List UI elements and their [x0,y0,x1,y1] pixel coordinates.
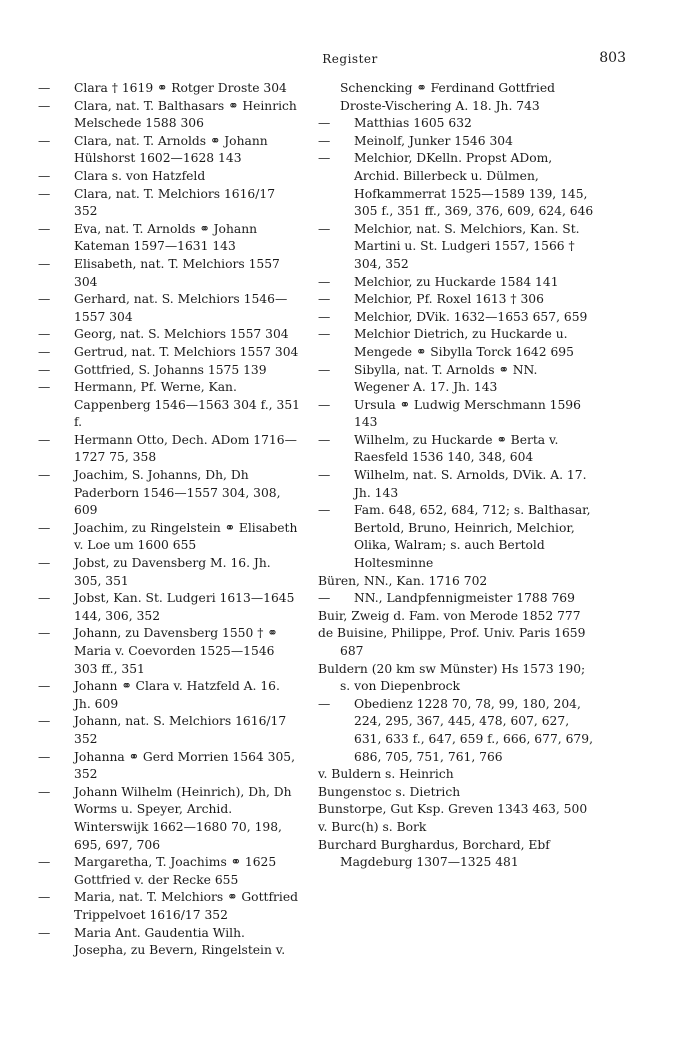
register-entry: — Wilhelm, nat. S. Arnolds, DVik. A. 17. Jh. 143 [318,467,594,502]
register-entry: — NN., Landpfennigmeister 1788 769 [318,590,594,608]
register-entry: — Melchior, nat. S. Melchiors, Kan. St. Martini u. St. Ludgeri 1557, 1566 † 304, 352 [318,221,594,274]
register-entry: — Hermann, Pf. Werne, Kan. Cappenberg 1546—1563 304 f., 351 f. [38,379,300,432]
register-entry: — Fam. 648, 652, 684, 712; s. Balthasar, Bertold, Bruno, Heinrich, Melchior, Olika, Walram; s. auch Bertold Holtesminne [318,502,594,572]
register-entry: — Maria, nat. T. Melchiors ⚭ Gottfried Trippelvoet 1616/17 352 [38,889,300,924]
register-entry: — Johann, zu Davensberg 1550 † ⚭ Maria v. Coevorden 1525—1546 303 ff., 351 [38,625,300,678]
register-entry: — Ursula ⚭ Ludwig Merschmann 1596 143 [318,397,594,432]
register-entry: — Gertrud, nat. T. Melchiors 1557 304 [38,344,300,362]
register-entry: Büren, NN., Kan. 1716 702 [318,573,488,588]
register-entry: — Clara, nat. T. Melchiors 1616/17 352 [38,186,300,221]
left-column [38,80,300,960]
register-entry: — Hermann Otto, Dech. ADom 1716—1727 75, 358 [38,432,300,467]
register-entry: — Clara, nat. T. Arnolds ⚭ Johann Hülshorst 1602—1628 143 [38,133,300,168]
register-entry: — Elisabeth, nat. T. Melchiors 1557 304 [38,256,300,291]
register-entry: Schencking ⚭ Ferdinand Gottfried Droste-Vischering A. 18. Jh. 743 [340,81,556,113]
register-entry: Bungenstoc s. Dietrich [318,784,461,799]
register-entry: — Melchior Dietrich, zu Huckarde u. Mengede ⚭ Sibylla Torck 1642 695 [318,326,594,361]
running-head: Register [322,52,378,66]
register-entry: — Melchior, zu Huckarde 1584 141 [318,274,594,292]
register-entry: — Johann, nat. S. Melchiors 1616/17 352 [38,713,300,748]
register-entry: — Jobst, zu Davensberg M. 16. Jh. 305, 351 [38,555,300,590]
register-entry: v. Buldern s. Heinrich [318,767,454,782]
register-entry: — Gerhard, nat. S. Melchiors 1546—1557 304 [38,291,300,326]
register-entry: — Clara, nat. T. Balthasars ⚭ Heinrich Melschede 1588 306 [38,98,300,133]
register-entry: Buldern (20 km sw Münster) Hs 1573 190; s. von Diepenbrock [318,661,586,694]
register-entry: — Johann ⚭ Clara v. Hatzfeld A. 16. Jh. 609 [38,678,300,713]
page-header [0,44,700,74]
register-entry: — Clara s. von Hatzfeld [38,168,300,186]
register-entry: — Sibylla, nat. T. Arnolds ⚭ NN. Wegener A. 17. Jh. 143 [318,362,594,397]
register-entry: — Melchior, DVik. 1632—1653 657, 659 [318,309,594,327]
register-entry: — Clara † 1619 ⚭ Rotger Droste 304 [38,80,300,98]
register-entry: — Margaretha, T. Joachims ⚭ 1625 Gottfried v. der Recke 655 [38,854,300,889]
register-entry: — Maria Ant. Gaudentia Wilh. Josepha, zu Bevern, Ringelstein v. [38,925,300,960]
register-entry: — Obedienz 1228 70, 78, 99, 180, 204, 224, 295, 367, 445, 478, 607, 627, 631, 633 f., 647, 659 f., 666, 677, 679, 686, 705, 751, 761, 766 [318,696,594,766]
register-entry: Bunstorpe, Gut Ksp. Greven 1343 463, 500 [318,802,588,817]
register-entry: — Melchior, DKelln. Propst ADom, Archid. Billerbeck u. Dülmen, Hofkammerrat 1525—1589 139, 145, 305 f., 351 ff., 369, 376, 609, 624, 646 [318,150,594,220]
register-entry: — Georg, nat. S. Melchiors 1557 304 [38,326,300,344]
register-entry: v. Burc(h) s. Bork [318,819,427,834]
register-entry: — Melchior, Pf. Roxel 1613 † 306 [318,291,594,309]
register-entry: — Jobst, Kan. St. Ludgeri 1613—1645 144, 306, 352 [38,590,300,625]
right-column [318,80,594,872]
register-entry: — Eva, nat. T. Arnolds ⚭ Johann Kateman 1597—1631 143 [38,221,300,256]
register-entry: — Gottfried, S. Johanns 1575 139 [38,362,300,380]
register-entry: Burchard Burghardus, Borchard, Ebf Magdeburg 1307—1325 481 [318,837,550,870]
register-entry: de Buisine, Philippe, Prof. Univ. Paris 1659 687 [318,626,586,658]
register-entry: — Johann Wilhelm (Heinrich), Dh, Dh Worms u. Speyer, Archid. Winterswijk 1662—1680 70, 198, 695, 697, 706 [38,784,300,854]
register-entry: — Johanna ⚭ Gerd Morrien 1564 305, 352 [38,749,300,784]
register-entry: Buir, Zweig d. Fam. von Merode 1852 777 [318,608,581,623]
page-number: 803 [599,50,626,66]
register-entry: — Meinolf, Junker 1546 304 [318,133,594,151]
register-entry: — Joachim, S. Johanns, Dh, Dh Paderborn 1546—1557 304, 308, 609 [38,467,300,520]
register-entry: — Wilhelm, zu Huckarde ⚭ Berta v. Raesfeld 1536 140, 348, 604 [318,432,594,467]
register-entry: — Matthias 1605 632 [318,115,594,133]
register-entry: — Joachim, zu Ringelstein ⚭ Elisabeth v. Loe um 1600 655 [38,520,300,555]
